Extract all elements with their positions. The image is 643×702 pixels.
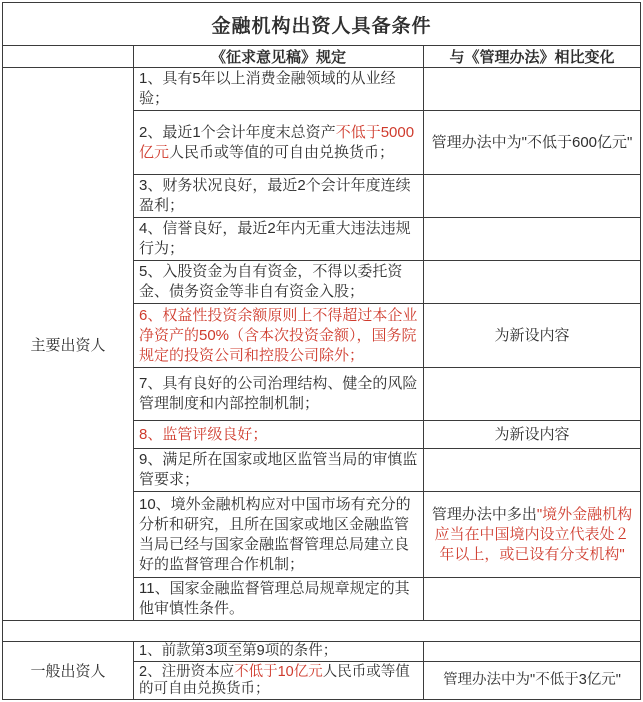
text-segment: 1、具有5年以上消费金融领域的从业经验；: [139, 70, 396, 107]
table-row: [134, 175, 640, 218]
table-row: [134, 111, 640, 175]
change-cell: [424, 368, 640, 420]
regulation-cell: [134, 218, 424, 260]
regulation-cell: [134, 492, 424, 577]
text-segment: 2、注册资本应: [139, 663, 235, 680]
regulation-cell-text: [139, 643, 418, 660]
change-cell: [424, 421, 640, 448]
text-segment: 管理办法中为"不低于600亿元": [431, 133, 633, 151]
highlight-red-segment: 6、权益性投资余额原则上不得超过本企业净资产的50%（含本次投资金额），国务院规定的投资公司和控股公司除外；: [139, 306, 418, 364]
regulation-cell: [134, 111, 424, 174]
regulation-cell-text: [139, 262, 418, 302]
text-segment: 2、最近1个会计年度末总资产: [139, 123, 336, 141]
regulation-cell: [134, 68, 424, 110]
change-cell: [424, 662, 640, 699]
table-row: [134, 449, 640, 492]
header-change-column: 与《管理办法》相比变化: [449, 49, 615, 66]
text-segment: 管理办法中多出: [431, 505, 537, 523]
investor-type-label: 一般出资人: [3, 642, 134, 699]
investor-type-label: 主要出资人: [3, 68, 134, 620]
regulation-cell-text: [139, 374, 418, 414]
header-empty-cell: [3, 46, 134, 67]
header-regulation-column: 《征求意见稿》规定: [134, 46, 424, 67]
regulation-cell: [134, 662, 424, 699]
text-segment: 为新设内容: [494, 425, 570, 443]
text-segment: 1、前款第3项至第9项的条件；: [139, 643, 338, 659]
table-row: [134, 492, 640, 578]
regulation-cell-text: [139, 495, 418, 575]
section-rows: [134, 68, 640, 620]
change-cell: [424, 218, 640, 260]
change-cell: [424, 492, 640, 577]
change-cell: [424, 68, 640, 110]
regulation-cell-text: [139, 306, 418, 366]
regulation-cell-text: [139, 69, 418, 109]
regulation-cell-text: [139, 123, 418, 163]
regulation-cell: [134, 175, 424, 217]
section-rows: [134, 642, 640, 699]
table-row: [134, 642, 640, 662]
regulation-cell: [134, 304, 424, 367]
investor-section: [3, 68, 640, 621]
table-row: [134, 421, 640, 449]
regulation-cell: [134, 368, 424, 420]
highlight-red-segment: "境外金融机构应当在中国境内设立代表处２年以上，或已设有分支机构": [434, 505, 633, 563]
text-segment: 11、国家金融监督管理总局规章规定的其他审慎性条件。: [139, 580, 410, 617]
regulation-cell: [134, 421, 424, 448]
table-row: [134, 578, 640, 620]
header-row: [3, 46, 640, 68]
change-cell: [424, 578, 640, 620]
change-cell: [424, 449, 640, 491]
highlight-red-segment: 不低于10亿元: [234, 663, 323, 680]
text-segment: 4、信誉良好，最近2年内无重大违法违规行为；: [139, 220, 411, 257]
change-cell: [424, 304, 640, 367]
change-cell: [424, 111, 640, 174]
regulation-cell: [134, 261, 424, 303]
change-cell: [424, 261, 640, 303]
regulation-cell: [134, 578, 424, 620]
text-segment: 5、入股资金为自有资金，不得以委托资金、债务资金等非自有资金入股；: [139, 263, 403, 300]
change-cell-text: [430, 133, 634, 153]
regulation-cell-text: [139, 664, 418, 698]
change-cell-text: [430, 425, 634, 445]
text-segment: 管理办法中为"不低于3亿元": [443, 672, 621, 688]
regulation-cell-text: [139, 176, 418, 216]
investor-section: [3, 642, 640, 699]
highlight-red-segment: 8、监管评级良好；: [139, 425, 268, 443]
regulation-cell-text: [139, 579, 418, 619]
change-cell-text: [430, 672, 634, 689]
investor-conditions-table: [2, 2, 641, 700]
regulation-cell: [134, 642, 424, 661]
table-row: [134, 662, 640, 699]
table-row: [134, 304, 640, 368]
change-cell-text: [430, 505, 634, 565]
table-body: [3, 68, 640, 699]
regulation-cell: [134, 449, 424, 491]
text-segment: 3、财务状况良好，最近2个会计年度连续盈利；: [139, 177, 411, 214]
regulation-cell-text: [139, 219, 418, 259]
regulation-cell-text: [139, 425, 418, 445]
table-row: [134, 368, 640, 421]
text-segment: 为新设内容: [494, 326, 570, 344]
text-segment: 9、满足所在国家或地区监管当局的审慎监管要求；: [139, 451, 418, 488]
change-cell: [424, 642, 640, 661]
spacer-row: [3, 621, 640, 642]
table-row: [134, 218, 640, 261]
text-segment: 10、境外金融机构应对中国市场有充分的分析和研究，且所在国家或地区金融监管当局已经与国家金融监督管理总局建立良好的监督管理合作机制；: [139, 495, 411, 573]
highlight-red-segment: 不低于5000亿元: [139, 123, 415, 161]
text-segment: 人民币或等值的可自由兑换货币；: [169, 143, 395, 161]
regulation-cell-text: [139, 450, 418, 490]
table-title: 金融机构出资人具备条件: [3, 3, 640, 46]
text-segment: 7、具有良好的公司治理结构、健全的风险管理制度和内部控制机制；: [139, 375, 418, 412]
table-row: [134, 68, 640, 111]
table-row: [134, 261, 640, 304]
change-cell: [424, 175, 640, 217]
change-cell-text: [430, 326, 634, 346]
text-segment: 人民币或等值的可自由兑换货币；: [139, 663, 410, 697]
